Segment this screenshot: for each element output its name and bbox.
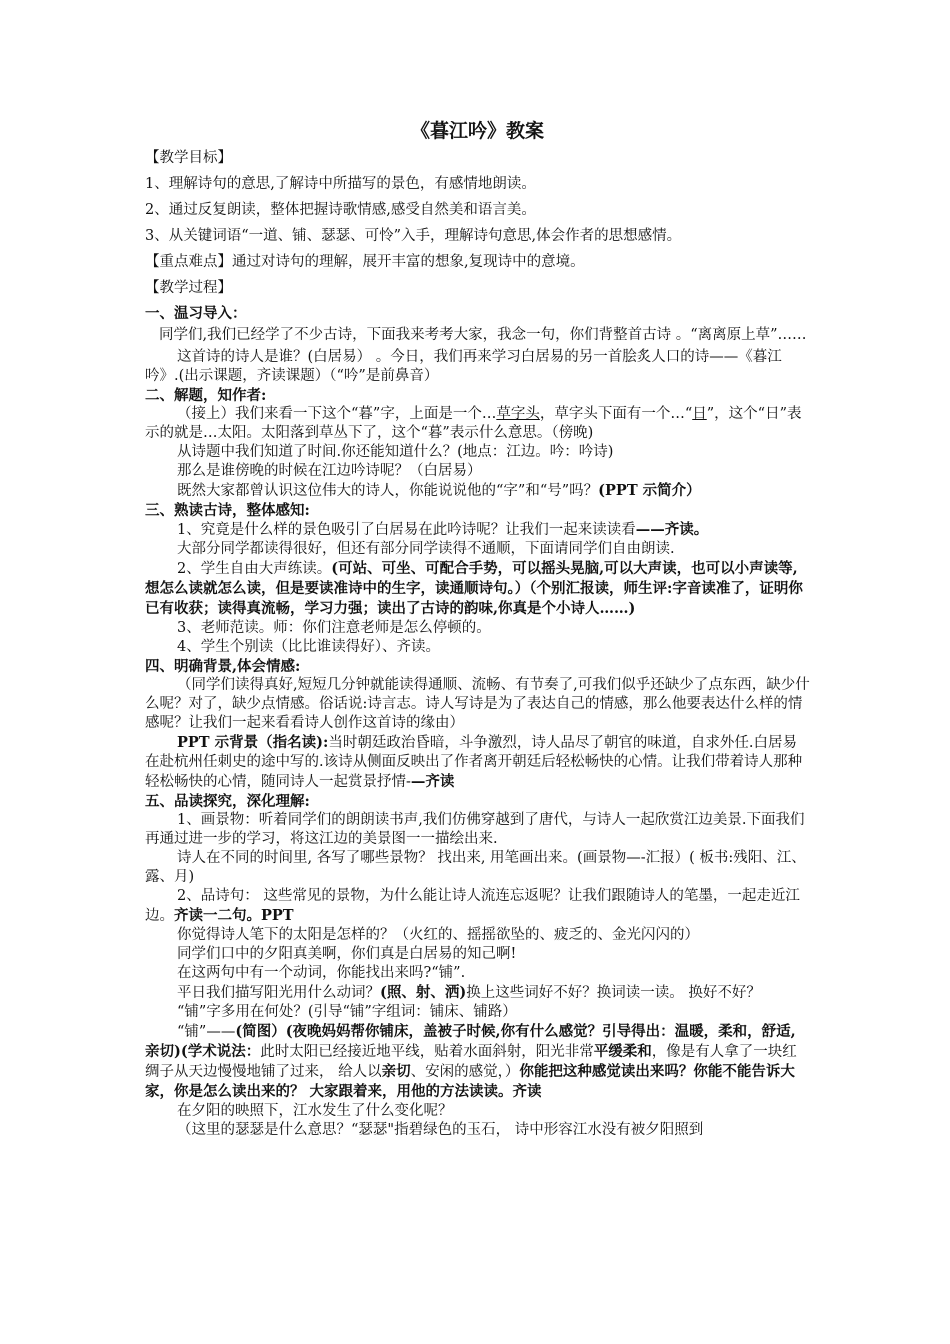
section-2-para-1 (145, 405, 810, 443)
underlined-term: 草字头 (496, 406, 540, 422)
text-run: ，草字头下面有一个…“ (539, 406, 693, 422)
text-run: 既然大家都曾认识这位伟大的诗人，你能说说他的“字”和“号”吗？ (177, 483, 599, 499)
text-run: 2、学生自由大声练读。 (177, 561, 332, 577)
teaching-goal-heading: 【教学目标】 (145, 150, 232, 166)
bold-run: —齐读 (410, 773, 455, 790)
section-2-para-2: 从诗题中我们知道了时间.你还能知道什么？(地点：江边。吟：吟诗) (177, 444, 614, 460)
text-run: 1、究竟是什么样的景色吸引了白居易在此吟诗呢？让我们一起来读读看 (177, 522, 636, 538)
section-5-para-1: 1、画景物：听着同学们的朗朗读书声,我们仿佛穿越到了唐代，与诗人一起欣赏江边美景.下面我们再通过进一步的学习，将这江边的美景图一一描绘出来. (145, 812, 805, 847)
section-3-para-4: 3、老师范读。师：你们注意老师是怎么停顿的。 (177, 620, 491, 636)
text-run: ”，这个“日”表示的就是…太阳。太阳落到草丛下了，这个“暮”表示什么意思。（傍晚) (145, 406, 802, 441)
section-5-para-7 (145, 983, 810, 1003)
text-run: 此时太阳已经接近地平线，贴着水面斜射，阳光非常 (260, 1044, 594, 1060)
key-difficulty-label: 【重点难点】 (145, 254, 232, 270)
text-run: 换上这些词好不好？换词读一读。 换好不好？ (466, 985, 761, 1001)
section-3-para-3 (145, 559, 810, 619)
section-2-para-4 (145, 481, 810, 501)
section-1-para-1: 同学们,我们已经学了不少古诗，下面我来考考大家，我念一句，你们背整首古诗 。“离离原上草”…… (159, 327, 807, 343)
text-run: 平日我们描写阳光用什么动词？ (177, 985, 380, 1001)
section-5-para-3 (145, 887, 810, 926)
bold-run: 亲切 (381, 1063, 411, 1080)
bold-run: 你能把这种感觉读出来吗？你能不能告诉大家，你是怎么读出来的？ 大家跟着来，用他的方法读读。齐读 (145, 1063, 795, 1100)
teaching-process-heading: 【教学过程】 (145, 280, 232, 296)
section-5-para-5: 同学们口中的夕阳真美啊，你们真是白居易的知己啊! (177, 946, 517, 962)
section-4-para-1: （同学们读得真好,短短几分钟就能读得通顺、流畅、有节奏了,可我们似乎还缺少了点东西，缺少什么呢？对了，缺少点情感。俗话说:诗言志。诗人写诗是为了表达自己的情感，那么他要表达什么样的情感呢？让我们一起来看看诗人创作这首诗的缘由） (145, 677, 810, 731)
section-5-para-6: 在这两句中有一个动词，你能找出来吗?“铺”. (177, 965, 466, 981)
section-4-heading: 四、明确背景,体会情感: (145, 658, 301, 675)
section-5-para-4: 你觉得诗人笔下的太阳是怎样的？（火红的、摇摇欲坠的、疲乏的、金光闪闪的） (177, 927, 699, 943)
section-5-para-11: （这里的瑟瑟是什么意思？“瑟瑟"指碧绿色的玉石， 诗中形容江水没有被夕阳照到 (177, 1122, 704, 1138)
text-run: （接上）我们来看一下这个“暮”字，上面是一个… (177, 406, 497, 422)
section-4-para-2 (145, 733, 810, 792)
section-3-para-1 (145, 520, 810, 540)
section-3-para-5: 4、学生个别读（比比谁读得好）、齐读。 (177, 639, 440, 655)
text-run: ，像是有人拿了一块红绸子从天边慢慢地铺了过来， 给人以 (145, 1044, 797, 1080)
bold-run: (照、射、洒) (380, 984, 467, 1001)
bold-run: ——齐读。 (635, 521, 709, 538)
section-3-heading: 三、熟读古诗，整体感知: (145, 502, 310, 519)
text-run: “铺”—— (177, 1024, 236, 1040)
bold-run: 齐读一二句。PPT (174, 907, 294, 924)
section-5-para-10: 在夕阳的映照下，江水发生了什么变化呢？ (177, 1103, 453, 1119)
bold-run: (PPT 示简介） (598, 482, 701, 499)
goal-item-3: 3、从关键词语“一道、铺、瑟瑟、可怜”入手，理解诗句意思,体会作者的思想感情。 (145, 228, 682, 244)
section-5-heading: 五、品读探究，深化理解: (145, 793, 310, 810)
text-run: 当时朝廷政治昏暗，斗争激烈，诗人品尽了朝官的味道，自求外任.白居易在赴杭州任刺史的途中写的.该诗从侧面反映出了作者离开朝廷后轻松畅快的心情。让我们带着诗人那种轻松畅快的心情，随同诗人一起赏景抒情- (145, 735, 803, 790)
bold-run: 平缓柔和 (593, 1043, 652, 1060)
section-3-para-2: 大部分同学都读得很好，但还有部分同学读得不通顺，下面请同学们自由朗读. (177, 541, 675, 557)
goal-item-2: 2、通过反复朗读，整体把握诗歌情感,感受自然美和语言美。 (145, 202, 536, 218)
section-5-para-8: “铺”字多用在何处？(引导“铺”字组词：铺床、铺路） (177, 1004, 517, 1020)
text-run: 、安闲的感觉，） (410, 1064, 520, 1080)
key-difficulty-text: 通过对诗句的理解，展开丰富的想象,复现诗中的意境。 (232, 254, 585, 270)
section-1-heading: 一、温习导入： (145, 305, 247, 322)
section-1-para-2: 这首诗的诗人是谁？(白居易） 。今日，我们再来学习白居易的另一首脍炙人口的诗——《暮江吟》.(出示课题，齐读课题）（“吟”是前鼻音） (145, 349, 782, 384)
bold-run: PPT 示背景（指名读): (177, 734, 329, 751)
bold-run: (简图）(夜晚妈妈帮你铺床，盖被子时候,你有什么感觉？引导得出：温暖，柔和，舒适,亲切)(学术说法： (145, 1023, 796, 1060)
text-run: 2、品诗句： 这些常见的景物，为什么能让诗人流连忘返呢？让我们跟随诗人的笔墨，一起走近江边。 (145, 888, 800, 924)
section-5-para-2: 诗人在不同的时间里, 各写了哪些景物？ 找出来, 用笔画出来。(画景物—-汇报）( 板书:残阳、江、露、月) (145, 850, 806, 885)
lesson-plan-page (145, 118, 810, 1140)
section-2-heading: 二、解题，知作者: (145, 387, 267, 404)
section-5-para-9 (145, 1022, 810, 1102)
goal-item-1: 1、理解诗句的意思,了解诗中所描写的景色，有感情地朗读。 (145, 176, 536, 192)
document-title: 《暮江吟》教案 (410, 120, 544, 142)
section-2-para-3: 那么是谁傍晚的时候在江边吟诗呢？（白居易） (177, 463, 482, 479)
underlined-term: 日 (692, 406, 707, 422)
bold-run: (可站、可坐、可配合手势，可以摇头晃脑,可以大声读，也可以小声读等,想怎么读就怎么读，但是要读准诗中的生字，读通顺诗句。）（个别汇报读，师生评:字音读准了，证明你已有收获；读得真流畅，学习力强；读出了古诗的韵味,你真是个小诗人……) (145, 560, 803, 617)
key-difficulty (145, 252, 810, 272)
